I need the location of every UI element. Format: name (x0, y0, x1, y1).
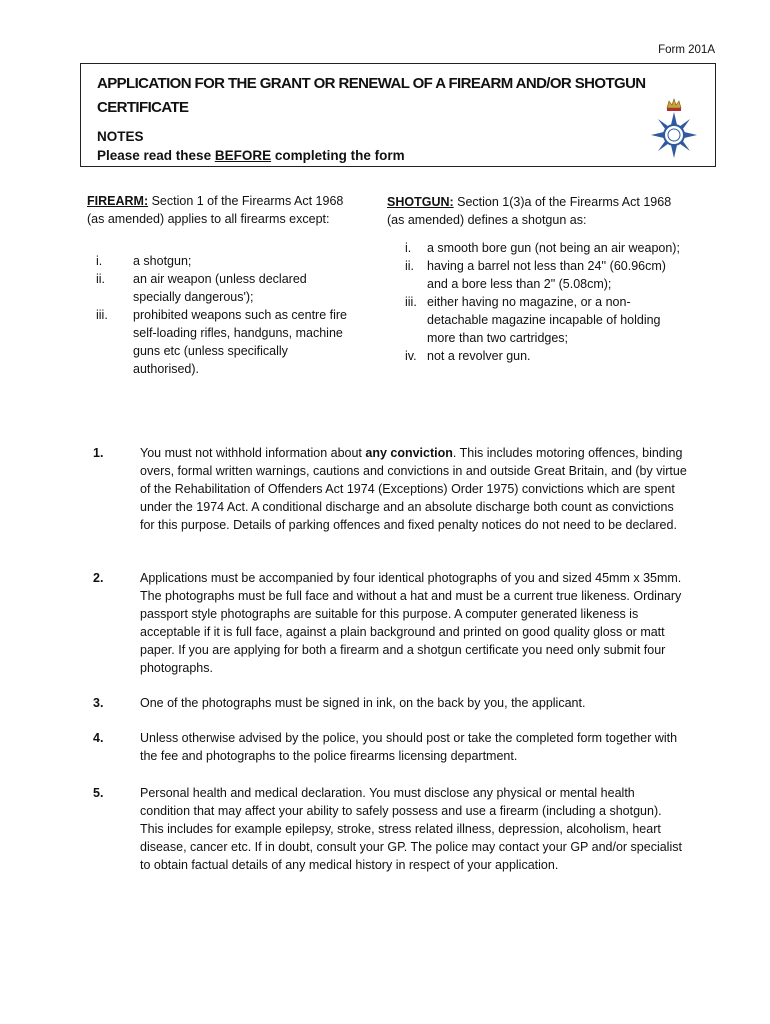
list-text: a smooth bore gun (not being an air weapon); (427, 241, 680, 255)
notes-label: NOTES (97, 129, 144, 144)
list-item (387, 239, 687, 257)
firearm-section (87, 192, 357, 378)
paragraph-text-end: . This includes motoring offences, binding overs, formal written warnings, cautions and convictions in and outside Great Britain, and (by virtue of the Rehabilitation of Offenders Act 1974 (Exceptions) Order 1975) convictions which are spent under the 1974 Act. A conditional discharge and an absolute discharge both count as convictions for this purpose. Details of parking offences and fixed penalty notices do not need to be declared. (140, 446, 687, 532)
firearm-intro (87, 192, 357, 228)
read-suffix: completing the form (271, 148, 405, 163)
paragraph-number: 5. (93, 786, 104, 800)
read-emphasis: BEFORE (214, 148, 272, 163)
list-item (387, 347, 687, 365)
form-number: Form 201A (658, 44, 715, 56)
paragraph-text: One of the photographs must be signed in ink, on the back by you, the applicant. (140, 696, 586, 710)
list-text: a shotgun; (133, 254, 192, 268)
paragraph-number: 2. (93, 571, 104, 585)
shotgun-intro (387, 193, 687, 229)
firearm-label: FIREARM: (87, 194, 149, 208)
list-item (87, 306, 357, 378)
shotgun-definition-list (387, 239, 687, 365)
list-number: iv. (405, 349, 417, 363)
list-item (87, 270, 357, 306)
paragraph-text: Unless otherwise advised by the police, you should post or take the completed form together with the fee and photographs to the police firearms licensing department. (140, 731, 678, 763)
notes-block (97, 127, 405, 165)
list-text: prohibited weapons such as centre fire self-loading rifles, handguns, machine guns etc (unless specifically authorised). (133, 308, 348, 376)
read-prefix: Please read these (97, 148, 215, 163)
list-number: ii. (405, 259, 415, 273)
paragraph-emphasis: any conviction (365, 446, 453, 460)
list-text: an air weapon (unless declared specially dangerous'); (133, 272, 307, 304)
paragraph-text (140, 444, 688, 534)
police-crest-icon (645, 96, 703, 160)
shotgun-section (387, 193, 687, 365)
paragraph-text-start: You must not withhold information about (140, 446, 366, 460)
list-number: ii. (96, 272, 106, 286)
read-instruction (97, 146, 405, 165)
page-title: APPLICATION FOR THE GRANT OR RENEWAL OF A FIREARM AND/OR SHOTGUN CERTIFICATE (97, 75, 646, 116)
list-number: i. (96, 254, 103, 268)
list-item (387, 293, 687, 347)
paragraph-text: Applications must be accompanied by four identical photographs of you and sized 45mm x 35mm. The photographs must be full face and without a hat and must be a current true likeness. Ordinary passport style photographs are suitable for this purpose. A computer generated likeness is acceptable if it is full face, against a plain background and printed on good quality gloss or matt paper. If you are applying for both a firearm and a shotgun certificate you need only submit four photographs. (140, 571, 682, 675)
list-text: either having no magazine, or a non-detachable magazine incapable of holding more than two cartridges; (427, 295, 661, 345)
paragraph-number: 3. (93, 696, 104, 710)
list-number: iii. (96, 308, 108, 322)
paragraph-text: Personal health and medical declaration. You must disclose any physical or mental health condition that may affect your ability to safely possess and use a firearm (including a shotgun). This includes for example epilepsy, stroke, stress related illness, depression, alcoholism, heart disease, cancer etc. If in doubt, consult your GP. The police may contact your GP and/or specialist to obtain factual details of any medical history in respect of your application. (140, 786, 682, 872)
paragraph-number: 4. (93, 731, 104, 745)
list-text: having a barrel not less than 24'' (60.96cm) and a bore less than 2" (5.08cm); (427, 259, 666, 291)
list-item (387, 257, 687, 293)
paragraph-number: 1. (93, 446, 104, 460)
firearm-exceptions-list (87, 252, 357, 378)
header-box (80, 63, 716, 167)
shotgun-intro-text: Section 1(3)a of the Firearms Act 1968 (as amended) defines a shotgun as: (387, 195, 672, 227)
firearm-intro-text: Section 1 of the Firearms Act 1968 (as amended) applies to all firearms except: (87, 194, 344, 226)
list-number: i. (405, 241, 412, 255)
shotgun-label: SHOTGUN: (387, 195, 454, 209)
list-text: not a revolver gun. (427, 349, 531, 363)
list-item (87, 252, 357, 270)
list-number: iii. (405, 295, 417, 309)
